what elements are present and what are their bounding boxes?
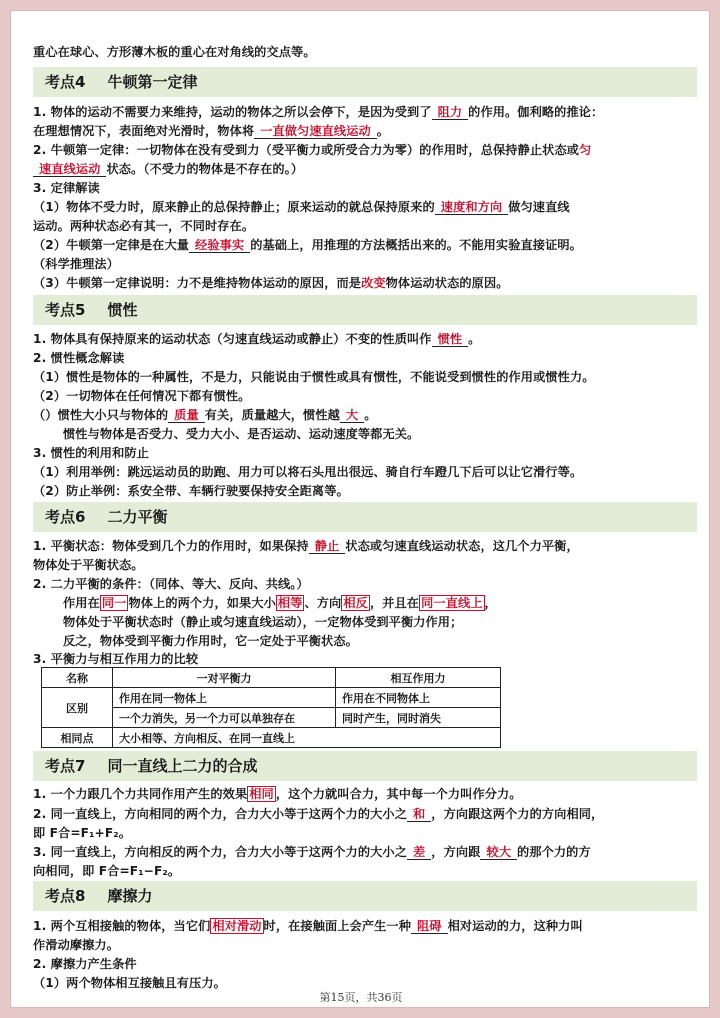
- paragraph: （1）两个物体相互接触且有压力。: [33, 976, 226, 990]
- answer-blank: 静止: [309, 539, 346, 554]
- paragraph: 2. 二力平衡的条件：（同体、等大、反向、共线。）: [33, 577, 309, 591]
- paragraph: 即 F合=F₁+F₂。: [33, 826, 131, 840]
- answer-blank: 速度和方向: [435, 200, 508, 215]
- section-label: 考点4: [45, 73, 86, 91]
- section-heading-8: [33, 881, 697, 911]
- table-cell: 大小相等、方向相反、在同一直线上: [113, 728, 501, 748]
- paragraph: （2）牛顿第一定律是在大量 经验事实 的基础上，用推理的方法概括出来的。不能用实验直接证明。: [33, 238, 582, 252]
- section-heading-7: [33, 751, 697, 781]
- answer-blank: 阻力: [432, 105, 469, 120]
- section-label: 考点5: [45, 301, 86, 319]
- paragraph: 向相同，即 F合=F₁−F₂。: [33, 864, 181, 878]
- paragraph: 在理想情况下，表面绝对光滑时，物体将 一直做匀速直线运动 。: [33, 124, 390, 138]
- paragraph: 2. 惯性概念解读: [33, 351, 125, 365]
- top-line: 重心在球心、方形薄木板的重心在对角线的交点等。: [33, 45, 316, 59]
- paragraph: 3. 平衡力与相互作用力的比较: [33, 652, 199, 666]
- document-page: [10, 10, 710, 1008]
- answer-blank: 一直做匀速直线运动: [254, 124, 377, 139]
- section-heading-4: [33, 67, 697, 97]
- table-row: [42, 668, 501, 688]
- paragraph: 2. 牛顿第一定律：一切物体在没有受到力（受平衡力或所受合力为零）的作用时，总保持静止状态或匀: [33, 143, 592, 157]
- table-header: 一对平衡力: [113, 668, 336, 688]
- paragraph: 惯性与物体是否受力、受力大小、是否运动、运动速度等都无关。: [63, 427, 420, 441]
- red-answer: 改变: [361, 276, 386, 290]
- paragraph: 2. 摩擦力产生条件: [33, 957, 137, 971]
- paragraph: 3. 惯性的利用和防止: [33, 446, 149, 460]
- paragraph: 运动。两种状态必有其一，不同时存在。: [33, 219, 255, 233]
- paragraph: 1. 平衡状态：物体受到几个力的作用时，如果保持 静止 状态或匀速直线运动状态，这几个力平衡，: [33, 539, 579, 553]
- table-cell: 区别: [42, 688, 113, 728]
- red-answer: 相对滑动: [212, 919, 262, 933]
- table-cell: 相同点: [42, 728, 113, 748]
- paragraph: 1. 一个力跟几个力共同作用产生的效果 相同 ，这个力就叫合力，其中每一个力叫作分力。: [33, 787, 522, 801]
- paragraph: （1）利用举例：跳远运动员的助跑、用力可以将石头甩出很远、骑自行车蹬几下后可以让它滑行等。: [33, 465, 583, 479]
- table-cell: 作用在同一物体上: [113, 688, 336, 708]
- paragraph: 反之，物体受到平衡力作用时，它一定处于平衡状态。: [63, 634, 358, 648]
- section-title: 惯性: [107, 301, 138, 319]
- paragraph: （3）牛顿第一定律说明：力不是维持物体运动的原因，而是改变物体运动状态的原因。: [33, 276, 509, 290]
- paragraph: 作滑动摩擦力。: [33, 938, 120, 952]
- section-heading-6: [33, 502, 697, 532]
- paragraph: 1. 物体具有保持原来的运动状态（匀速直线运动或静止）不变的性质叫作 惯性 。: [33, 332, 481, 346]
- paragraph: 3. 定律解读: [33, 181, 100, 195]
- paragraph: 1. 物体的运动不需要力来维持，运动的物体之所以会停下，是因为受到了 阻力 的作用。伽利略的推论：: [33, 105, 604, 119]
- table-cell: 作用在不同物体上: [336, 688, 501, 708]
- page-footer: 第15页，共36页: [319, 991, 403, 1004]
- table-row: [42, 728, 501, 748]
- answer-blank: 阻碍: [411, 919, 448, 934]
- paragraph: 物体处于平衡状态。: [33, 558, 144, 572]
- paragraph: 速直线运动 状态。（不受力的物体是不存在的。）: [33, 161, 697, 177]
- red-answer: 相同: [249, 787, 274, 801]
- paragraph: 物体处于平衡状态时（静止或匀速直线运动），一定物体受到平衡力作用；: [63, 615, 463, 629]
- red-answer: 同一: [101, 596, 127, 610]
- section-heading-5: [33, 295, 697, 325]
- red-answer: 相等: [277, 596, 303, 610]
- paragraph: （2）一切物体在任何情况下都有惯性。: [33, 389, 251, 403]
- table-header: 名称: [42, 668, 113, 688]
- table-row: [42, 688, 501, 708]
- answer-blank: 和: [407, 807, 431, 822]
- paragraph: 作用在 同一 物体上的两个力，如果大小 相等 、方向 相反 ，并且在 同一直线上 ，: [63, 596, 497, 610]
- section-label: 考点8: [45, 887, 86, 905]
- table-cell: 同时产生，同时消失: [336, 708, 501, 728]
- answer-blank: 惯性: [432, 332, 469, 347]
- answer-blank: 质量: [168, 408, 205, 423]
- red-answer: 匀: [579, 143, 592, 157]
- table-cell: 一个力消失，另一个力可以单独存在: [113, 708, 336, 728]
- section-title: 二力平衡: [107, 508, 168, 526]
- paragraph: （1）物体不受力时，原来静止的总保持静止；原来运动的就总保持原来的 速度和方向 做匀速直线: [33, 200, 570, 214]
- red-answer: 同一直线上: [421, 596, 483, 610]
- section-label: 考点6: [45, 508, 86, 526]
- section-title: 牛顿第一定律: [107, 73, 198, 91]
- paragraph: 2. 同一直线上，方向相同的两个力，合力大小等于这两个力的大小之 和 ，方向跟这两个力的方向相同，: [33, 807, 604, 821]
- table-header: 相互作用力: [336, 668, 501, 688]
- paragraph: 3. 同一直线上，方向相反的两个力，合力大小等于这两个力的大小之 差 ，方向跟 较大 的那个力的方: [33, 845, 591, 859]
- section-label: 考点7: [45, 757, 86, 775]
- answer-blank: 大: [340, 408, 364, 423]
- answer-blank: 较大: [480, 845, 517, 860]
- section-title: 同一直线上二力的合成: [107, 757, 258, 775]
- comparison-table: [41, 667, 501, 748]
- section-title: 摩擦力: [107, 887, 153, 905]
- paragraph: （）惯性大小只与物体的 质量 有关，质量越大，惯性越 大 。: [33, 408, 377, 422]
- paragraph: （科学推理法）: [33, 257, 120, 271]
- answer-blank: 差: [407, 845, 431, 860]
- answer-blank: 经验事实: [189, 238, 250, 253]
- answer-blank: 速直线运动: [33, 162, 106, 177]
- paragraph: 1. 两个互相接触的物体，当它们 相对滑动 时，在接触面上会产生一种 阻碍 相对运动的力，这种力叫: [33, 919, 583, 933]
- paragraph: （1）惯性是物体的一种属性，不是力，只能说由于惯性或具有惯性，不能说受到惯性的作用或惯性力。: [33, 370, 595, 384]
- red-answer: 相反: [343, 596, 368, 610]
- paragraph: （2）防止举例：系安全带、车辆行驶要保持安全距离等。: [33, 484, 349, 498]
